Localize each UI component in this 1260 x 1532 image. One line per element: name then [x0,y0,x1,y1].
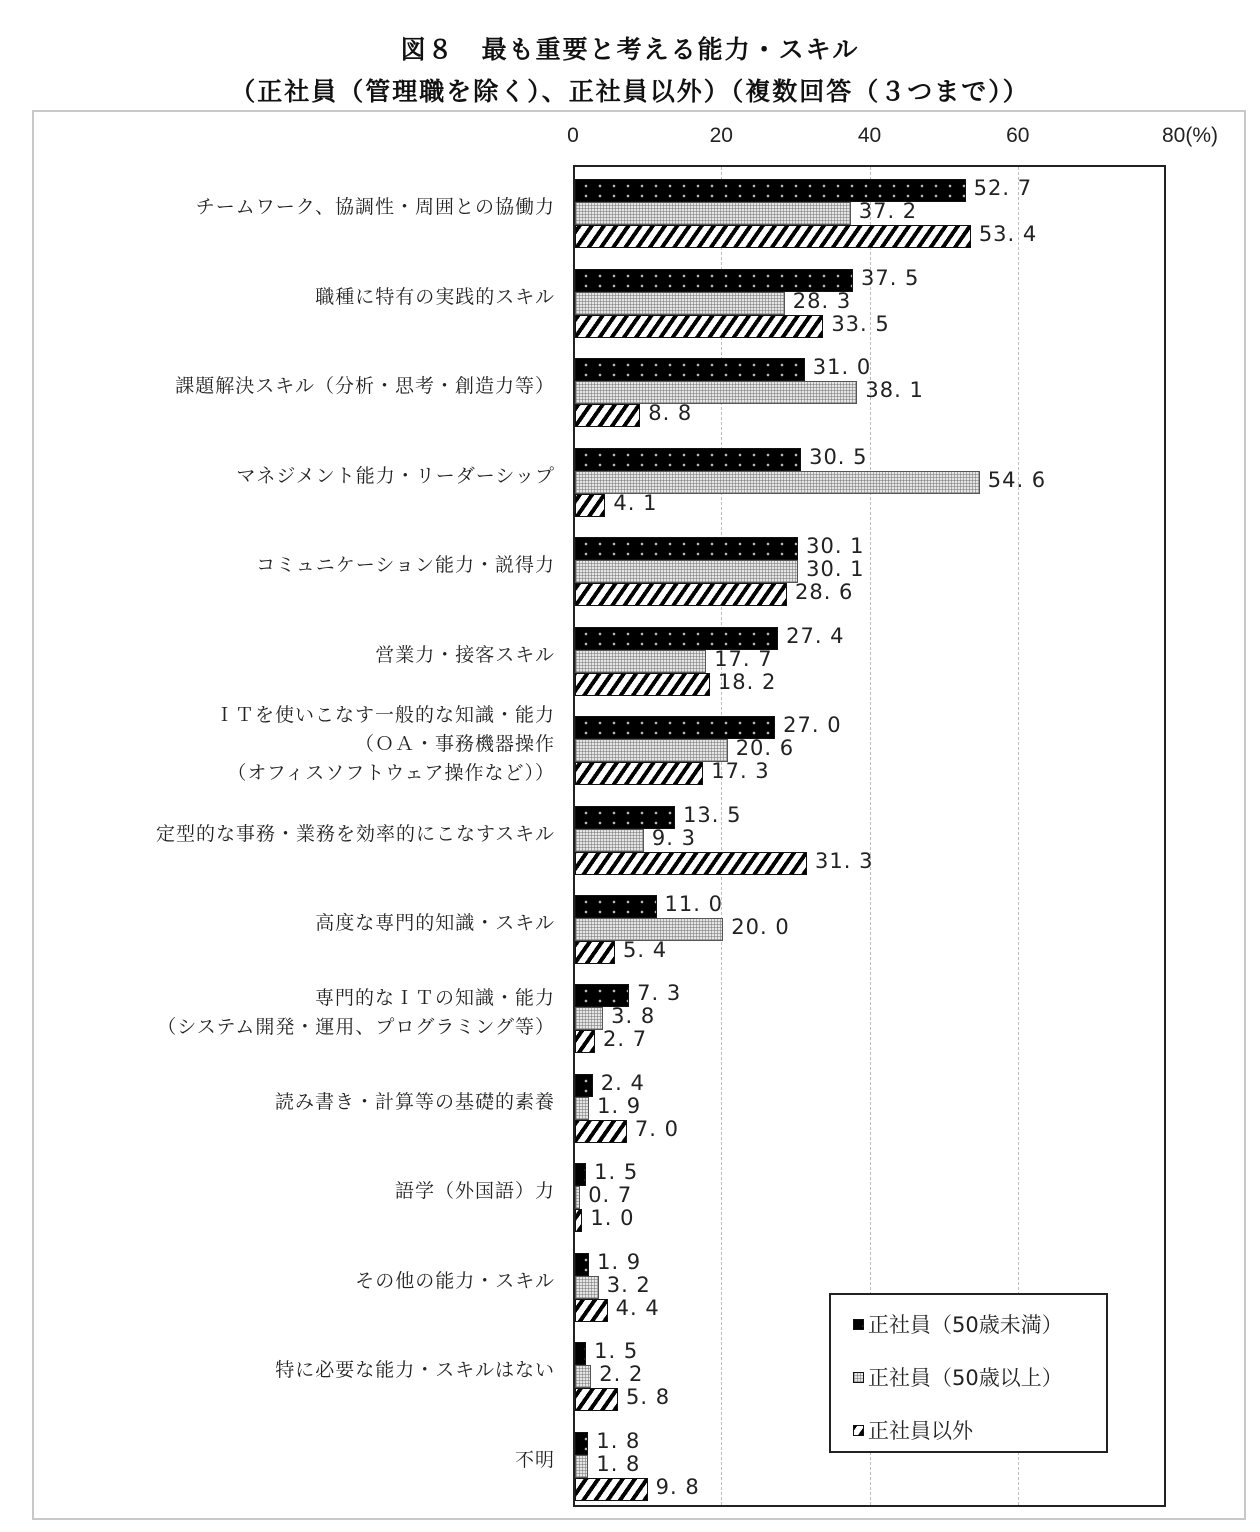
diagonal-hatch-swatch-icon [853,1425,864,1436]
category-label: 特に必要な能力・スキルはない [275,1359,555,1382]
value-label: 20. 6 [735,736,795,761]
value-label: 31. 3 [815,848,874,873]
value-label: 9. 8 [655,1474,700,1499]
category-label: 定型的な事務・業務を効率的にこなすスキル [155,822,555,845]
x-tick-label: 60 [1006,124,1030,147]
legend-label: 正社員（50歳未満） [868,1313,1063,1337]
value-label: 4. 4 [615,1295,660,1320]
bar-series-1 [575,1276,599,1299]
bar-series-1 [575,829,644,852]
bar-series-2 [575,1120,627,1143]
chart-title-line2: （正社員（管理職を除く）、正社員以外）（複数回答（３つまで）） [230,77,1030,106]
value-label: 1. 8 [596,1451,641,1476]
value-label: 7. 0 [634,1116,679,1141]
bar-series-2 [575,1299,608,1322]
value-label: 4. 1 [613,490,658,515]
value-label: 2. 7 [603,1027,648,1052]
value-label: 53. 4 [978,222,1038,247]
bar-series-1 [575,1365,591,1388]
legend-label: 正社員（50歳以上） [868,1366,1063,1390]
bar-series-0 [575,1163,586,1186]
bar-series-2 [575,1209,582,1232]
value-label: 17. 3 [711,759,770,784]
bar-series-0 [575,448,801,471]
bar-series-1 [575,1455,588,1478]
value-label: 13. 5 [683,802,742,827]
category-label: 専門的なＩＴの知識・能力 （システム開発・運用、プログラミング等） [157,986,555,1038]
bar-series-2 [575,673,710,696]
value-label: 38. 1 [865,378,924,403]
value-label: 27. 0 [783,713,842,738]
bar-series-0 [575,358,805,381]
bar-series-2 [575,941,615,964]
category-label: ＩＴを使いこなす一般的な知識・能力 （ＯＡ・事務機器操作 （オフィスソフトウェア操作など）） [214,704,555,785]
bar-series-2 [575,404,640,427]
value-label: 8. 8 [648,401,693,426]
value-label: 7. 3 [637,981,682,1006]
value-label: 1. 9 [597,1093,642,1118]
gray-stipple-swatch-icon [853,1372,864,1383]
value-label: 52. 7 [973,176,1033,201]
category-label: 高度な専門的知識・スキル [315,911,555,934]
value-label: 2. 2 [599,1362,644,1387]
value-label: 30. 1 [806,534,865,559]
x-tick-label: 20 [709,124,733,147]
value-label: 11. 0 [664,891,723,916]
legend-item-50plus [853,1362,1063,1392]
category-label: 読み書き・計算等の基礎的素養 [274,1090,555,1113]
value-label: 1. 8 [596,1428,641,1453]
x-tick-label: 0 [567,124,579,147]
bar-series-1 [575,381,857,404]
value-label: 33. 5 [831,311,890,336]
category-label: その他の能力・スキル [355,1269,555,1292]
bar-series-1 [575,1186,580,1209]
bar-series-1 [575,1097,589,1120]
bar-series-2 [575,315,823,338]
dotted-black-swatch-icon [853,1319,864,1330]
category-label: 課題解決スキル（分析・思考・創造力等） [175,375,555,398]
value-label: 37. 5 [860,265,920,290]
x-tick-label: 80(%) [1161,124,1219,147]
chart-title-line1: 図８ 最も重要と考える能力・スキル [400,35,860,64]
value-label: 27. 4 [786,623,845,648]
bar-series-1 [575,560,798,583]
bar-series-2 [575,852,807,875]
bar-series-2 [575,1030,595,1053]
value-label: 1. 0 [590,1206,635,1231]
bar-series-1 [575,650,706,673]
legend-label: 正社員以外 [868,1419,973,1443]
bar-series-0 [575,1342,586,1365]
legend [829,1293,1108,1453]
value-label: 17. 7 [714,646,773,671]
value-label: 30. 5 [809,444,868,469]
value-label: 54. 6 [987,467,1047,492]
value-label: 37. 2 [858,199,918,224]
value-label: 3. 8 [611,1004,656,1029]
bar-series-0 [575,895,657,918]
value-label: 9. 3 [651,825,696,850]
category-label: 職種に特有の実践的スキル [315,285,555,308]
category-label: 語学（外国語）力 [394,1180,555,1203]
value-label: 0. 7 [588,1183,633,1208]
bar-series-2 [575,583,787,606]
bar-series-0 [575,1432,588,1455]
bar-series-2 [575,225,971,248]
bar-series-0 [575,1074,593,1097]
value-label: 1. 9 [597,1249,642,1274]
legend-item-under50 [853,1309,1063,1339]
value-label: 1. 5 [594,1339,639,1364]
value-label: 31. 0 [812,355,872,380]
bar-series-0 [575,1253,589,1276]
category-label: チームワーク、協調性・周囲との協働力 [195,196,555,219]
bar-series-2 [575,1478,648,1501]
category-label: マネジメント能力・リーダーシップ [236,464,555,487]
category-label: コミュニケーション能力・説得力 [256,554,555,577]
x-tick-label: 40 [857,124,882,147]
value-label: 28. 3 [792,288,852,313]
bar-series-2 [575,1388,618,1411]
bar-series-1 [575,292,785,315]
value-label: 3. 2 [606,1272,651,1297]
value-label: 5. 4 [623,937,668,962]
value-label: 20. 0 [731,914,790,939]
value-label: 28. 6 [794,580,854,605]
value-label: 30. 1 [806,557,865,582]
bar-series-1 [575,202,851,225]
bar-series-2 [575,494,605,517]
category-label: 営業力・接客スキル [375,643,555,666]
value-label: 18. 2 [717,669,777,694]
value-label: 5. 8 [625,1385,671,1410]
bar-series-1 [575,1007,603,1030]
bar-series-0 [575,537,798,560]
category-label: 不明 [514,1448,555,1471]
bar-series-1 [575,739,728,762]
value-label: 2. 4 [600,1070,645,1095]
legend-item-non-regular [853,1415,973,1445]
value-label: 1. 5 [594,1160,639,1185]
bar-series-2 [575,762,703,785]
